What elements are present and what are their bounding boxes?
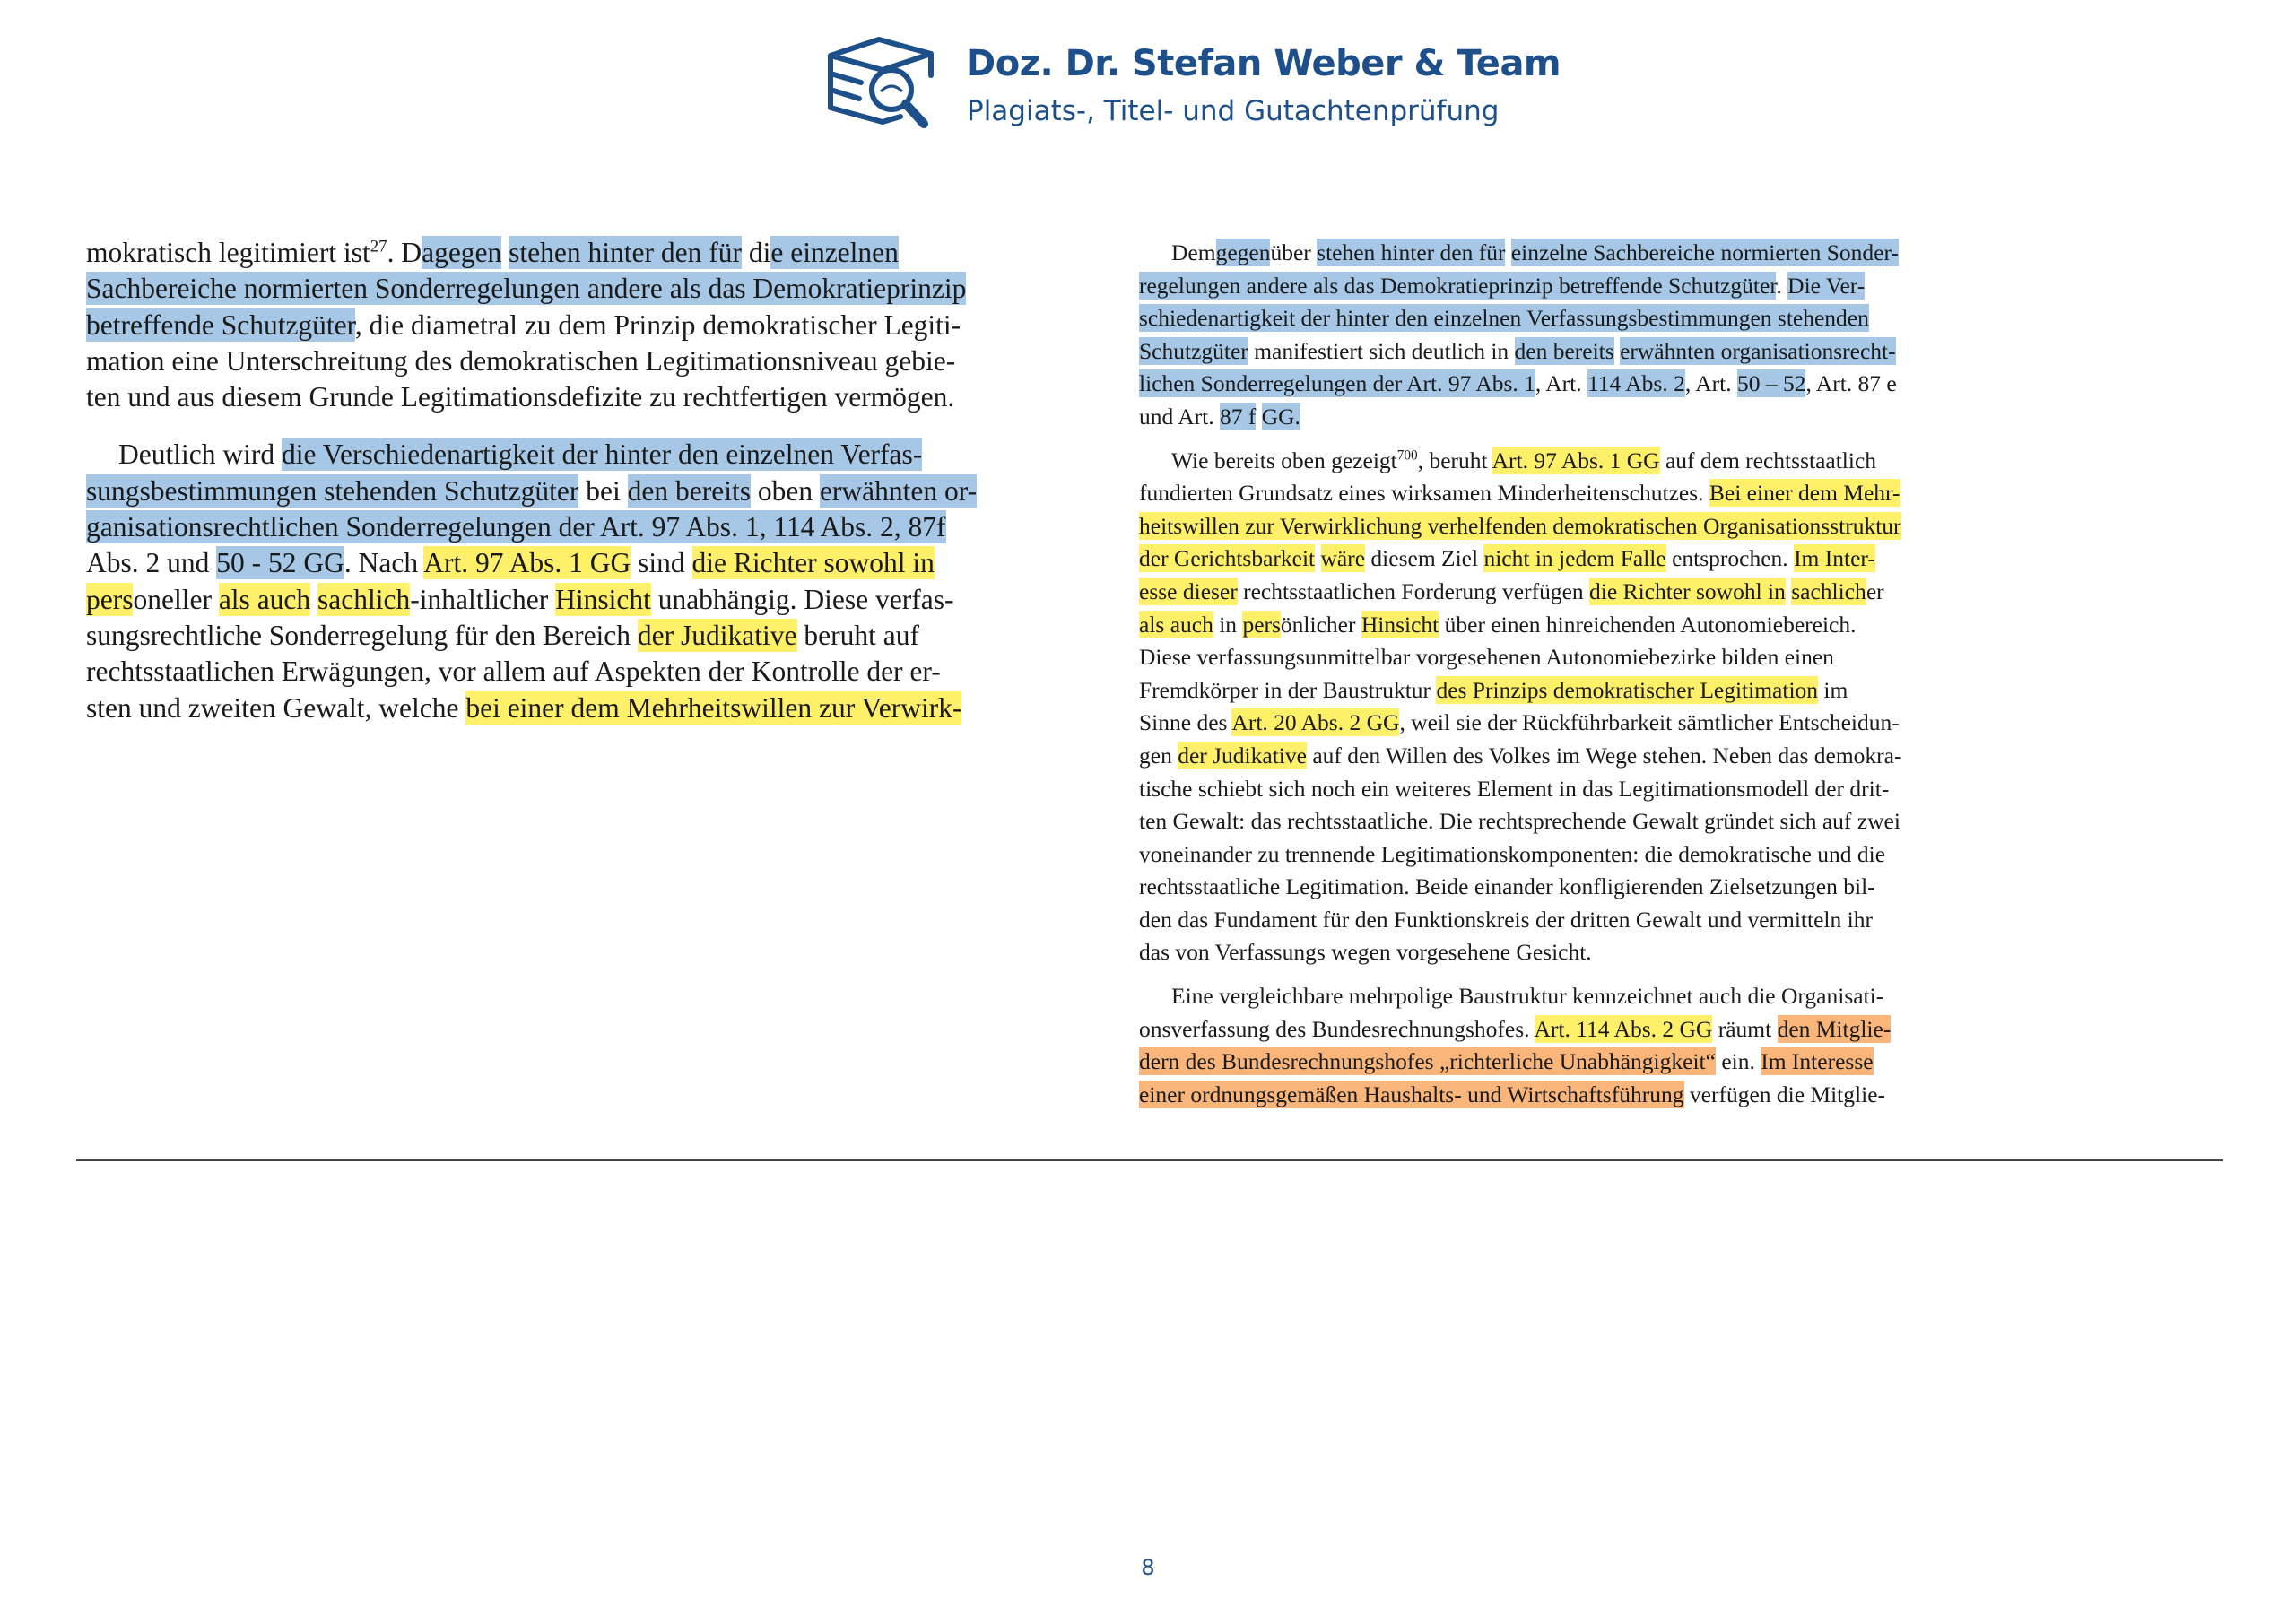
text-run: Dem (1171, 239, 1216, 265)
blue-highlight: gegen (1215, 239, 1271, 265)
right-p2-line-4 (1139, 543, 2018, 576)
text-run: oben (750, 474, 820, 507)
right-p2-line-2 (1139, 477, 2018, 510)
text-run: rechtsstaatlichen Erwägungen, vor allem auf Aspekten der Kontrolle der er- (86, 656, 941, 688)
text-run: Eine vergleichbare mehrpolige Baustruktur kennzeichnet auch die Organisati- (1171, 983, 1884, 1010)
yellow-highlight: wäre (1320, 545, 1366, 572)
text-run: sind (631, 547, 692, 579)
text-run: , Art. 87 e (1805, 370, 1897, 397)
text-run: Diese verfassungsunmittelbar vorgesehenen Autonomiebezirke bilden einen (1139, 644, 1834, 671)
blue-highlight: 50 - 52 GG (216, 547, 344, 579)
page-number: 8 (1141, 1555, 1155, 1580)
text-run: , Art. (1535, 370, 1587, 397)
right-p1-line-2 (1139, 270, 2018, 303)
right-p3-line-3 (1139, 1046, 2018, 1079)
blue-highlight: lichen Sonderregelungen der Art. 97 Abs. 1 (1139, 370, 1535, 397)
text-run: onsverfassung des Bundesrechnungshofes. (1139, 1015, 1535, 1042)
text-run: di (741, 237, 771, 268)
text-run: rechtsstaatliche Legitimation. Beide einander konfligierenden Zielsetzungen bil- (1139, 873, 1875, 900)
text-run: entsprochen. (1665, 545, 1795, 572)
right-column-text (1139, 237, 2018, 1111)
text-run (501, 237, 509, 268)
blue-highlight: stehen hinter den für (1317, 239, 1506, 265)
yellow-highlight: der Judikative (637, 619, 797, 651)
yellow-highlight: Art. 97 Abs. 1 GG (423, 547, 631, 579)
right-p1-line-3 (1139, 302, 2018, 335)
text-run: sungsrechtliche Sonderregelung für den Bereich (86, 619, 638, 651)
right-p1-line-5 (1139, 368, 2018, 401)
text-run: tische schiebt sich noch ein weiteres Element in das Legitimationsmodell der drit- (1139, 775, 1890, 802)
right-p2-line-15 (1139, 904, 2018, 937)
text-run: auf den Willen des Volkes im Wege stehen. Neben das demokra- (1306, 742, 1902, 769)
right-p2-line-13 (1139, 838, 2018, 872)
text-run: gen (1139, 742, 1178, 769)
footnote-mark: 27 (370, 237, 387, 256)
blue-highlight: agegen (422, 237, 502, 268)
text-run (1256, 404, 1261, 430)
text-run: er (1866, 578, 1884, 604)
blue-highlight: betreffende Schutzgüter (86, 308, 355, 341)
left-p1-line-1 (86, 235, 1091, 271)
right-p2-line-16 (1139, 936, 2018, 969)
left-p2-line-1 (86, 437, 1091, 473)
text-run: verfügen die Mitglie- (1683, 1081, 1886, 1107)
text-run: bei (578, 474, 628, 507)
yellow-highlight: heitswillen zur Verwirklichung verhelfenden demokratischen Organisationsstruktur (1139, 512, 1901, 539)
orange-highlight: einer ordnungsgemäßen Haushalts- und Wirtschaftsführung (1139, 1081, 1684, 1107)
text-run: rechtsstaatlichen Forderung verfügen (1237, 578, 1590, 604)
right-p3-line-2 (1139, 1013, 2018, 1046)
text-run: ein. (1715, 1048, 1761, 1075)
left-p2-line-3 (86, 509, 1091, 545)
text-run: mokratisch legitimiert ist (86, 237, 370, 268)
blue-highlight: regelungen andere als das Demokratieprinzip betreffende Schutzgüter (1139, 272, 1777, 299)
text-run: , Art. (1684, 370, 1737, 397)
brand-subtitle: Plagiats-, Titel- und Gutachtenprüfung (967, 95, 1500, 127)
text-run: den das Fundament für den Funktionskreis der dritten Gewalt und vermitteln ihr (1139, 906, 1873, 933)
left-p1-line-3 (86, 308, 1091, 343)
right-p2-line-5 (1139, 576, 2018, 609)
left-p2-line-8 (86, 690, 1091, 726)
right-p2-line-14 (1139, 871, 2018, 904)
left-paragraph-2 (86, 437, 1091, 725)
blue-highlight: stehen hinter den für (509, 237, 742, 268)
yellow-highlight: der Judikative (1178, 742, 1307, 769)
right-p2-line-6 (1139, 609, 2018, 642)
yellow-highlight: der Gerichtsbarkeit (1139, 545, 1316, 572)
yellow-highlight: als auch (218, 583, 311, 615)
blue-highlight: den bereits (627, 474, 751, 507)
book-magnifier-icon (823, 36, 942, 133)
right-p2-line-11 (1139, 773, 2018, 806)
right-p2-line-12 (1139, 805, 2018, 838)
blue-highlight: erwähnten or- (819, 474, 978, 507)
text-run: und Art. (1139, 403, 1220, 430)
text-run: -inhaltlicher (410, 583, 556, 615)
text-run: räumt (1712, 1015, 1778, 1042)
blue-highlight: erwähnten organisationsrecht- (1620, 337, 1896, 364)
left-p1-line-2 (86, 271, 1091, 307)
left-column-text (86, 235, 1091, 726)
yellow-highlight: bei einer dem Mehrheitswillen zur Verwirk- (465, 691, 962, 724)
yellow-highlight: die Richter sowohl in (691, 547, 935, 579)
right-p1-line-1 (1139, 237, 2018, 270)
orange-highlight: den Mitglie- (1777, 1015, 1892, 1042)
blue-highlight: 87 f (1219, 403, 1257, 430)
left-paragraph-1 (86, 235, 1091, 415)
blue-highlight: e einzelnen (770, 237, 899, 268)
yellow-highlight: esse dieser (1139, 578, 1238, 604)
text-run: Deutlich wird (118, 439, 282, 471)
text-run: über (1270, 239, 1318, 265)
brand-title: Doz. Dr. Stefan Weber & Team (966, 43, 1561, 84)
blue-highlight: einzelne Sachbereiche normierten Sonder- (1510, 239, 1899, 265)
text-run: oneller (133, 583, 219, 615)
right-p2-line-8 (1139, 674, 2018, 708)
text-run: unabhängig. Diese verfas- (650, 583, 954, 615)
text-run: im (1818, 676, 1848, 703)
text-run: Sinne des (1139, 709, 1232, 736)
text-run: diesem Ziel (1365, 545, 1484, 572)
text-run: , beruht (1417, 447, 1492, 473)
blue-highlight: 114 Abs. 2 (1587, 370, 1685, 397)
text-run: önlicher (1280, 611, 1361, 638)
text-run: über einen hinreichenden Autonomiebereich. (1439, 611, 1857, 638)
text-run (1505, 239, 1510, 265)
yellow-highlight: Hinsicht (1361, 611, 1439, 638)
text-run: auf dem rechtsstaatlich (1659, 447, 1877, 473)
yellow-highlight: sachlich (317, 583, 411, 615)
yellow-highlight: Im Inter- (1794, 545, 1875, 572)
left-p2-line-5 (86, 582, 1091, 618)
yellow-highlight: Bei einer dem Mehr- (1709, 480, 1900, 507)
text-run: in (1213, 611, 1243, 638)
text-run: . Nach (344, 547, 424, 579)
left-p2-line-2 (86, 473, 1091, 509)
yellow-highlight: als auch (1139, 611, 1213, 638)
text-run (310, 584, 317, 615)
right-p2-line-1 (1139, 445, 2018, 478)
right-paragraph-3 (1139, 980, 2018, 1111)
left-p2-line-7 (86, 654, 1091, 690)
yellow-highlight: nicht in jedem Falle (1483, 545, 1666, 572)
right-p1-line-4 (1139, 335, 2018, 369)
text-run: voneinander zu trennende Legitimationskomponenten: die demokratische und die (1139, 840, 1886, 867)
text-run: Wie bereits oben gezeigt (1171, 447, 1397, 473)
blue-highlight: 50 – 52 (1736, 370, 1806, 397)
right-p1-line-6 (1139, 401, 2018, 434)
text-run: Abs. 2 und (86, 547, 217, 579)
text-run: ten Gewalt: das rechtsstaatliche. Die rechtsprechende Gewalt gründet sich auf zwei (1139, 808, 1900, 835)
right-paragraph-1 (1139, 237, 2018, 434)
blue-highlight: den bereits (1514, 337, 1614, 364)
orange-highlight: dern des Bundesrechnungshofes „richterliche Unabhängigkeit“ (1139, 1048, 1716, 1075)
right-p3-line-1 (1139, 980, 2018, 1013)
blue-highlight: ganisationsrechtlichen Sonderregelungen der Art. 97 Abs. 1, 114 Abs. 2, 87f (86, 511, 946, 543)
text-run: beruht auf (796, 619, 919, 651)
left-p2-line-4 (86, 545, 1091, 581)
yellow-highlight: sachlich (1791, 578, 1866, 604)
text-run: Fremdkörper in der Baustruktur (1139, 676, 1437, 703)
text-run: ten und aus diesem Grunde Legitimationsdefizite zu rechtfertigen vermögen. (86, 381, 955, 413)
right-p2-line-3 (1139, 510, 2018, 543)
right-p2-line-7 (1139, 641, 2018, 674)
divider (76, 1159, 2223, 1161)
left-p1-line-4 (86, 343, 1091, 379)
yellow-highlight: pers (1242, 611, 1281, 638)
text-run: , weil sie der Rückführbarkeit sämtlicher Entscheidun- (1399, 709, 1900, 736)
yellow-highlight: die Richter sowohl in (1589, 578, 1786, 604)
text-run: . (1776, 272, 1788, 299)
blue-highlight: die Verschiedenartigkeit der hinter den einzelnen Verfas- (281, 439, 923, 471)
text-run: manifestiert sich deutlich in (1248, 337, 1515, 364)
left-p1-line-5 (86, 379, 1091, 415)
text-run: sten und zweiten Gewalt, welche (86, 691, 466, 724)
yellow-highlight: Hinsicht (555, 583, 651, 615)
orange-highlight: Im Interesse (1761, 1048, 1874, 1075)
blue-highlight: schiedenartigkeit der hinter den einzelnen Verfassungsbestimmungen stehenden (1139, 305, 1869, 332)
blue-highlight: sungsbestimmungen stehenden Schutzgüter (86, 474, 579, 507)
footnote-mark: 700 (1396, 447, 1418, 464)
right-paragraph-2 (1139, 445, 2018, 970)
right-p2-line-10 (1139, 740, 2018, 773)
blue-highlight: Die Ver- (1787, 272, 1866, 299)
yellow-highlight: Art. 97 Abs. 1 GG (1492, 447, 1660, 473)
yellow-highlight: pers (86, 583, 134, 615)
yellow-highlight: Art. 114 Abs. 2 GG (1534, 1015, 1713, 1042)
blue-highlight: Schutzgüter (1139, 337, 1248, 364)
right-p2-line-9 (1139, 707, 2018, 740)
text-run (1315, 545, 1320, 571)
left-p2-line-6 (86, 618, 1091, 654)
text-run: mation eine Unterschreitung des demokratischen Legitimationsniveau gebie- (86, 344, 956, 377)
text-run: , die diametral zu dem Prinzip demokratischer Legiti- (354, 308, 961, 341)
yellow-highlight: Art. 20 Abs. 2 GG (1231, 709, 1400, 736)
yellow-highlight: des Prinzips demokratischer Legitimation (1436, 676, 1819, 703)
text-run: das von Verfassungs wegen vorgesehene Gesicht. (1139, 939, 1592, 966)
right-p3-line-4 (1139, 1079, 2018, 1112)
blue-highlight: GG. (1261, 403, 1300, 430)
text-run: . D (387, 237, 422, 268)
text-run: fundierten Grundsatz eines wirksamen Minderheitenschutzes. (1139, 480, 1709, 507)
blue-highlight: Sachbereiche normierten Sonderregelungen andere als das Demokratieprinzip (86, 273, 967, 305)
